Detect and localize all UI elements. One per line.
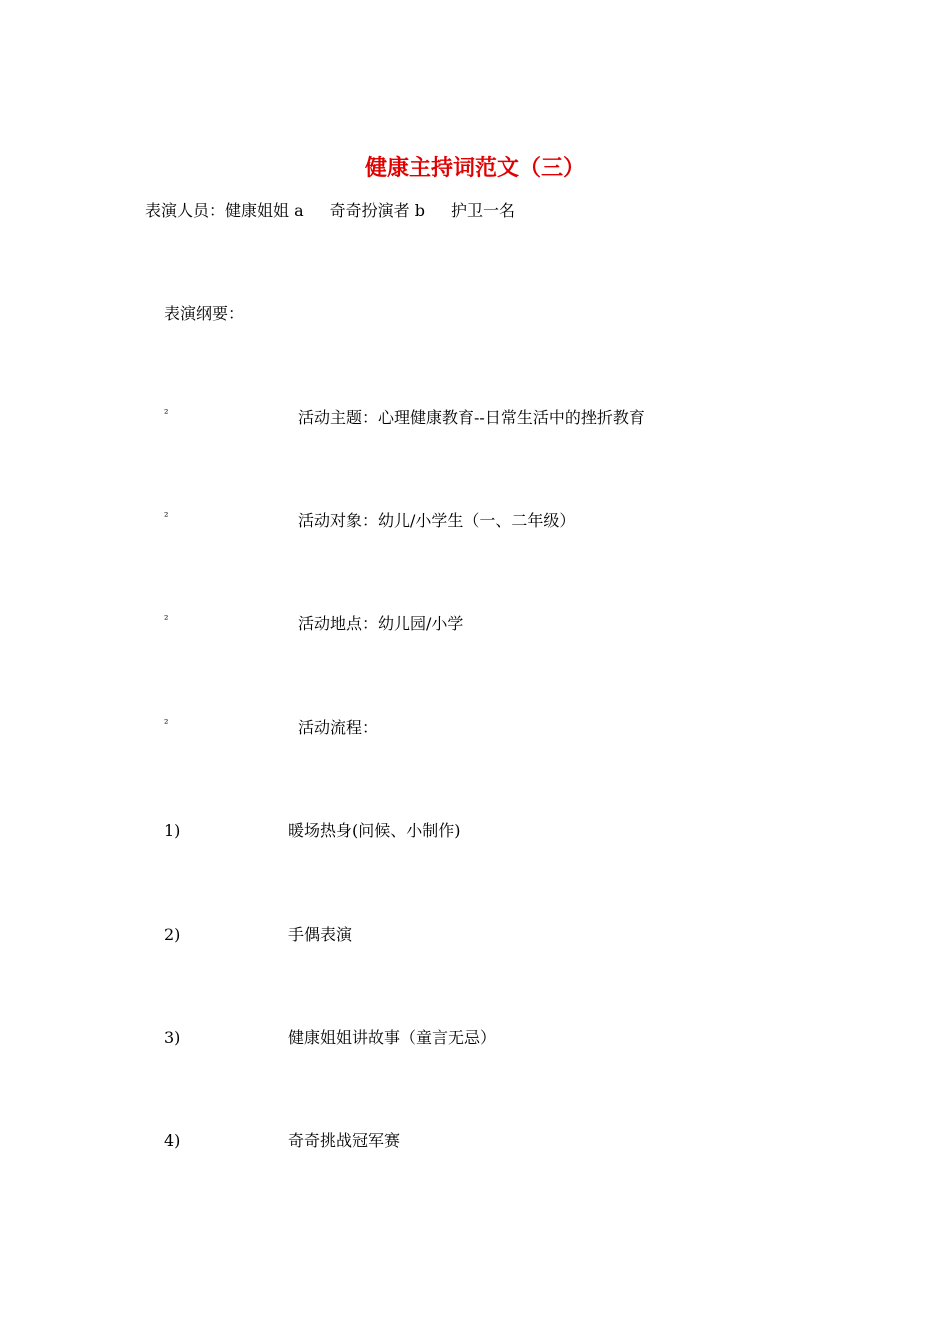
bullet-mark: ²: [164, 613, 169, 626]
document-title: 健康主持词范文（三）: [364, 155, 585, 181]
step-text: 健康姐姐讲故事（童言无忌）: [288, 1028, 497, 1047]
step-text: 手偶表演: [288, 925, 353, 944]
bullet-mark: ²: [164, 407, 169, 420]
step-number: 1): [164, 821, 181, 840]
bullet-text: 活动主题：心理健康教育--日常生活中的挫折教育: [298, 408, 645, 427]
outline-heading: 表演纲要：: [164, 304, 245, 323]
step-text: 奇奇挑战冠军赛: [288, 1131, 401, 1150]
step-number: 3): [164, 1028, 181, 1047]
bullet-mark: ²: [164, 717, 169, 730]
bullet-text: 活动地点：幼儿园/小学: [298, 614, 464, 633]
bullet-mark: ²: [164, 510, 169, 523]
bullet-text: 活动对象：幼儿/小学生（一、二年级）: [298, 511, 576, 530]
step-number: 2): [164, 925, 181, 944]
performer-item: 健康姐姐 a: [225, 201, 304, 220]
performers-label: 表演人员：: [145, 201, 226, 220]
bullet-text: 活动流程：: [298, 718, 379, 737]
performers-line: [145, 198, 515, 224]
performer-item: 奇奇扮演者 b: [329, 201, 425, 220]
performer-item: 护卫一名: [451, 201, 516, 220]
step-number: 4): [164, 1131, 181, 1150]
step-text: 暖场热身(问候、小制作): [288, 821, 461, 840]
